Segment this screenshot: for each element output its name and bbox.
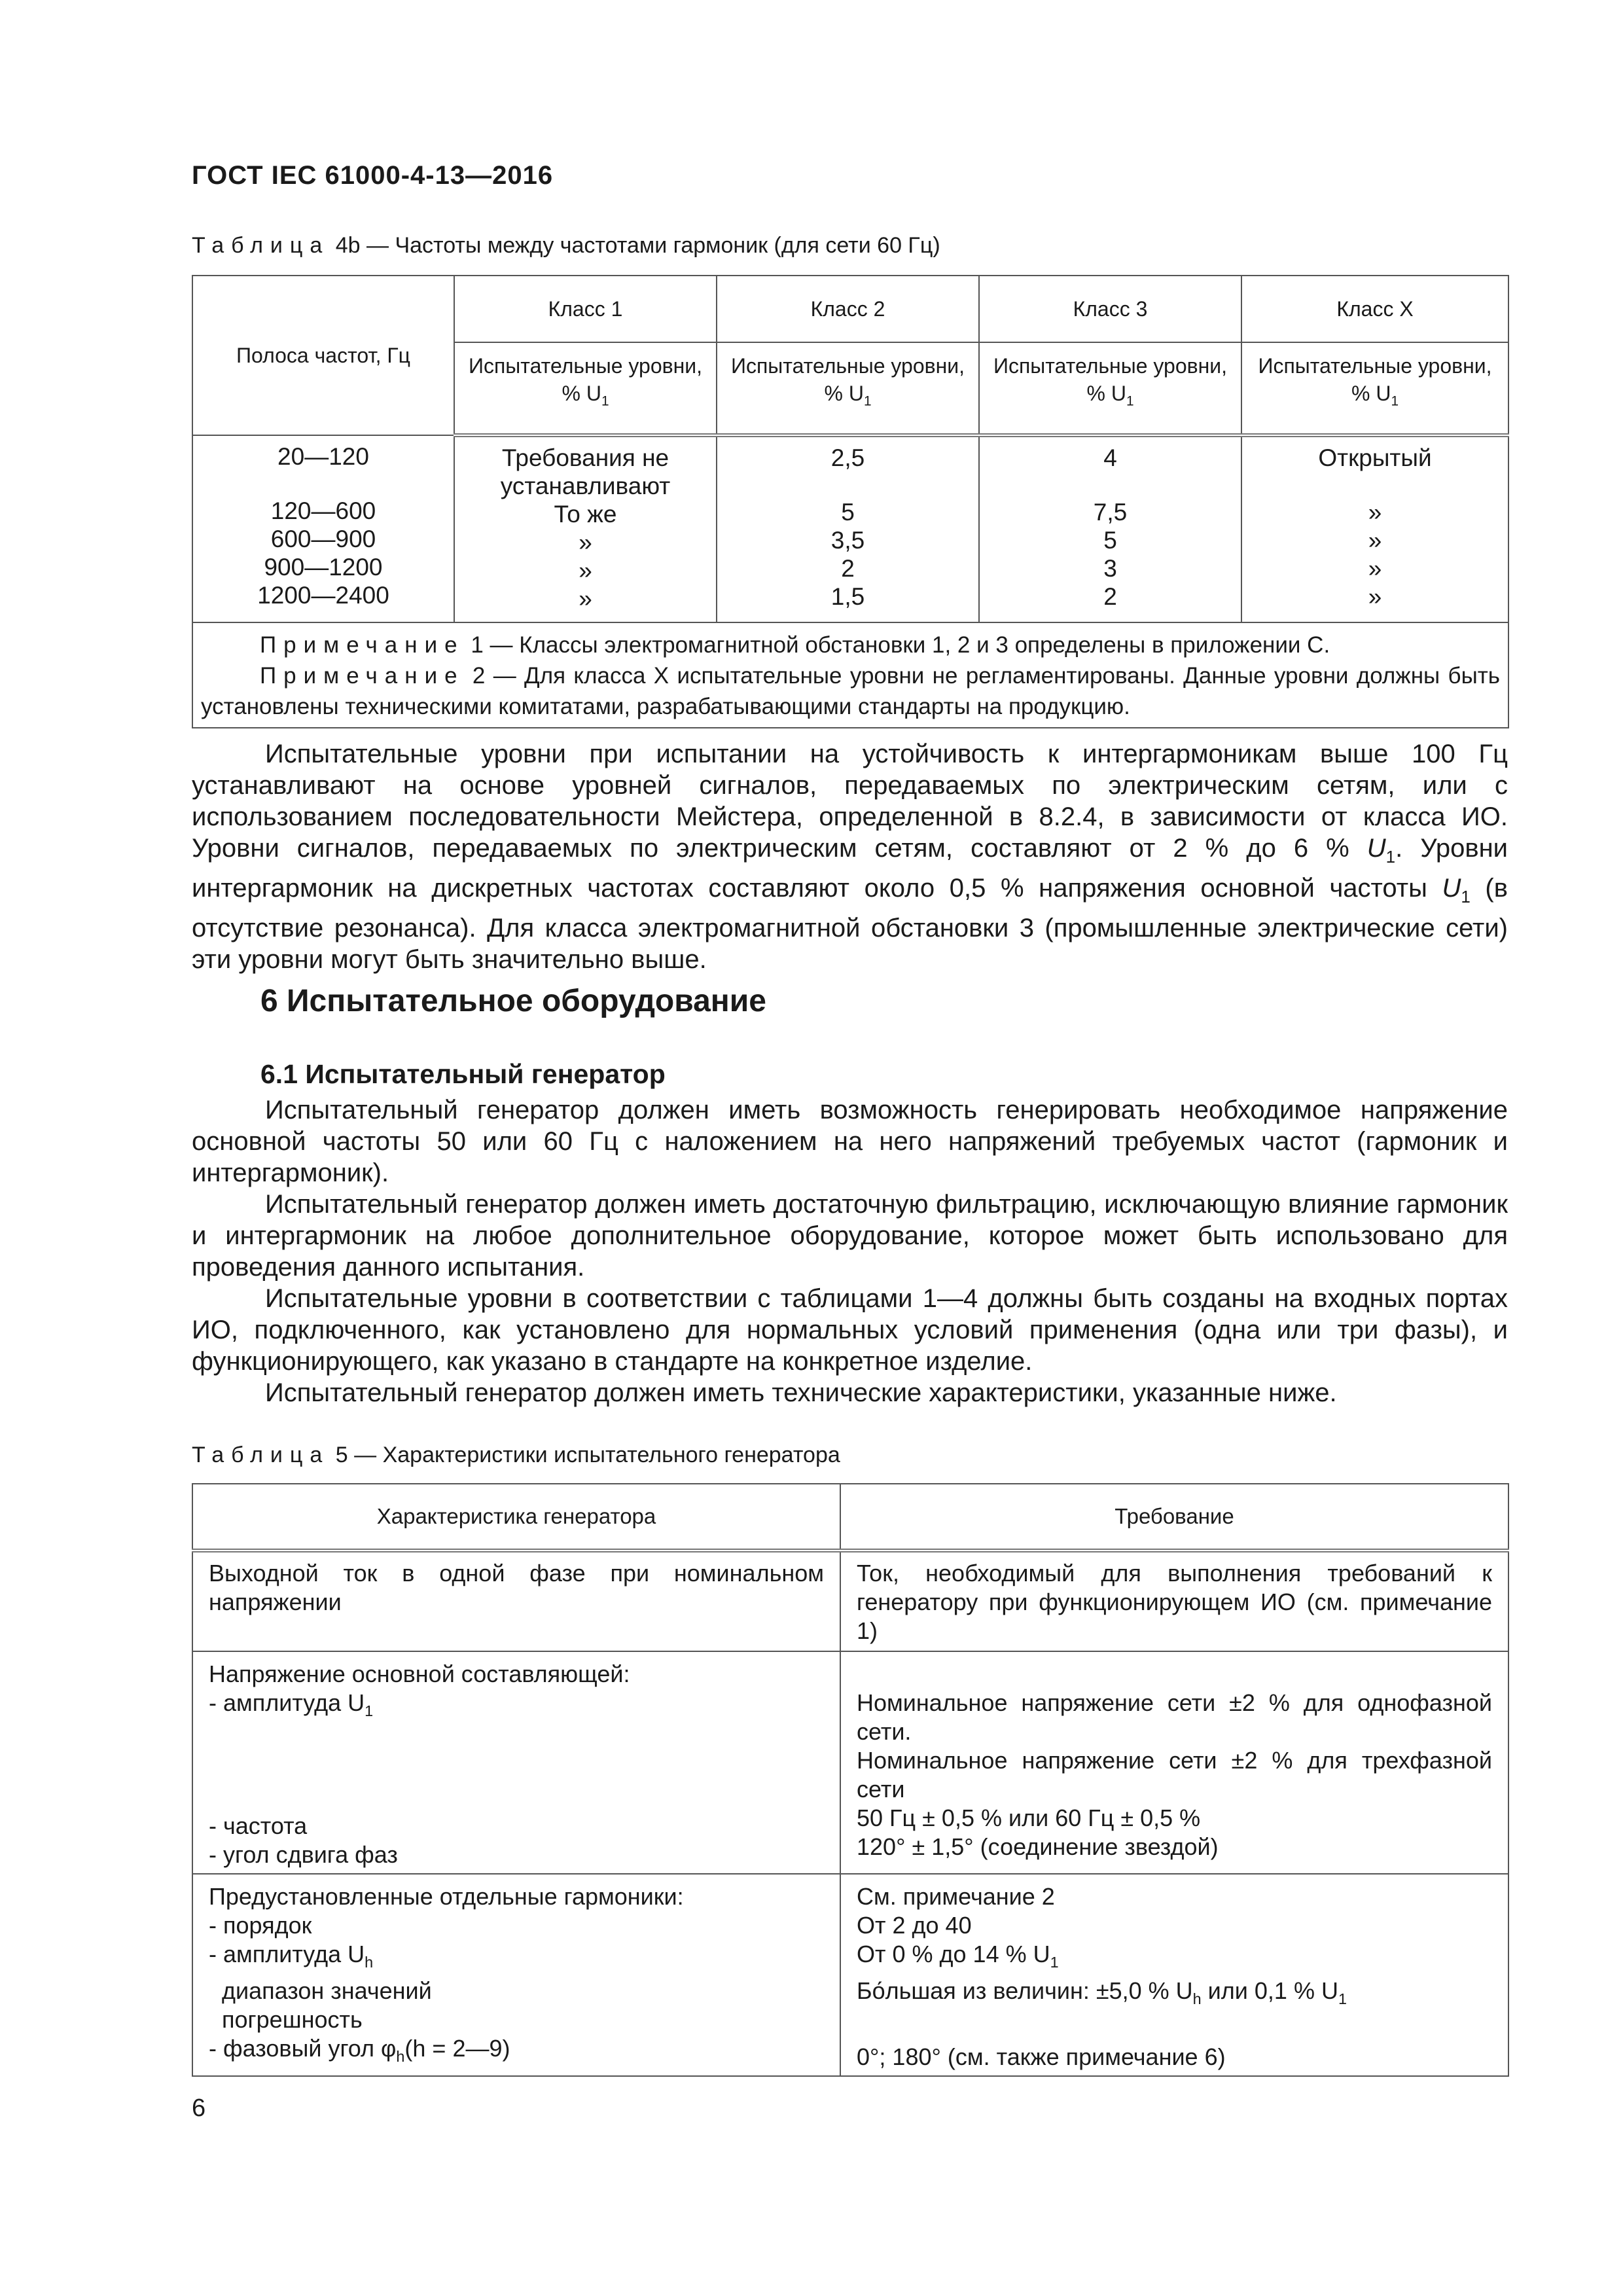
var-u: U (1442, 874, 1461, 903)
level-label: Испытательные уровни, (730, 354, 965, 378)
band-header-cell (192, 276, 454, 435)
class-1-level-header (454, 342, 717, 435)
unit-label: % U (1351, 382, 1391, 405)
table-cell-line: - порядок (209, 1912, 312, 1939)
section-6-1-heading: 6.1 Испытательный генератор (260, 1059, 666, 1089)
class-3-header (979, 276, 1241, 342)
table-cell: 2 (1103, 583, 1117, 610)
table-5-r2c2 (840, 1651, 1508, 1874)
paragraph: Испытательный генератор должен иметь технические характеристики, указанные ниже. (265, 1378, 1337, 1407)
table-cell: 2,5 (830, 444, 865, 471)
class-2-label: Класс 2 (810, 297, 885, 321)
class-2-values (717, 435, 979, 622)
var-u-sub: 1 (1461, 887, 1471, 907)
table-5-caption-text: 5 — Характеристики испытательного генератора (335, 1443, 840, 1467)
table-4b-caption-word: Таблица (192, 233, 330, 258)
class-3-values (979, 435, 1241, 622)
table-4b (192, 275, 1509, 728)
class-3-level-header (979, 342, 1241, 435)
table-cell-line: Номинальное напряжение сети ±2 % для однофазной сети. (857, 1689, 1492, 1745)
table-cell: 120—600 (270, 497, 376, 524)
table-5-header-1 (192, 1484, 840, 1551)
level-label: Испытательные уровни, (468, 354, 703, 378)
table-cell-line: - фазовый угол φ (209, 2035, 397, 2062)
table-cell-line: диапазон значений (222, 1977, 432, 2005)
unit-sub: 1 (601, 393, 609, 409)
table-cell: 600—900 (270, 526, 376, 552)
band-values (192, 435, 454, 622)
table-cell-line: Предустановленные отдельные гармоники: (209, 1883, 684, 1910)
subscript: 1 (1338, 1990, 1347, 2008)
class-x-level-header (1241, 342, 1508, 435)
section-6-1-body (192, 1094, 1508, 1408)
table-cell: То же (554, 501, 617, 528)
table-5 (192, 1483, 1509, 2077)
level-label: Испытательные уровни, (1258, 354, 1492, 378)
table-5-r3c1 (192, 1874, 840, 2075)
header-label: Требование (1115, 1504, 1234, 1528)
var-u-sub: 1 (1385, 847, 1396, 867)
table-4b-caption-text: 4b — Частоты между частотами гармоник (для сети 60 Гц) (335, 233, 940, 258)
paragraph: Испытательный генератор должен иметь возможность генерировать необходимое напряжение основной частоты 50 или 60 Гц с наложением на него напряжений требуемых частот (гармоник и интергармоник). (192, 1096, 1508, 1187)
note-1 (201, 630, 1500, 660)
class-2-level-header (717, 342, 979, 435)
table-cell: 900—1200 (264, 554, 383, 581)
table-cell: 3 (1103, 555, 1117, 582)
paragraph: Испытательные уровни в соответствии с таблицами 1—4 должны быть созданы на входных портах ИО, подключенного, как установлено для нормальных условий применения (одна или три фазы), и функционирующего, как указано в стандарте на конкретное изделие. (192, 1284, 1508, 1376)
table-5-r2c1 (192, 1651, 840, 1874)
unit-sub: 1 (1126, 393, 1134, 409)
table-cell: » (1368, 583, 1382, 610)
table-4b-caption (192, 233, 940, 259)
table-cell-line: (h = 2—9) (404, 2035, 510, 2062)
table-cell: 1200—2400 (257, 582, 389, 609)
table-cell: 20—120 (277, 443, 369, 470)
class-2-header (717, 276, 979, 342)
table-cell-line: Напряжение основной составляющей: (209, 1660, 630, 1687)
paragraph-interharmonics (192, 738, 1508, 975)
table-cell: Выходной ток в одной фазе при номинальном напряжении (209, 1560, 824, 1615)
unit-label: % U (562, 382, 601, 405)
var-u: U (1366, 834, 1386, 863)
class-1-header (454, 276, 717, 342)
table-cell-line: Бо́льшая из величин: ±5,0 % U (857, 1977, 1193, 2005)
note-2-text: 2 — Для класса X испытательные уровни не регламентированы. Данные уровни должны быть установлены техническими комитатами, разрабатывающими стандарты на продукцию. (201, 663, 1500, 719)
note-2 (201, 660, 1500, 722)
para1-part2: . Уровни интергармоник на дискретных частотах составляют около 0,5 % напряжения основной частоты (192, 834, 1508, 903)
table-5-r3c2 (840, 1874, 1508, 2075)
unit-label: % U (824, 382, 864, 405)
table-cell: » (1368, 527, 1382, 554)
para1-part3: (в отсутствие резонанса). Для класса электромагнитной обстановки 3 (промышленные электрические сети) эти уровни могут быть значительно выше. (192, 874, 1508, 975)
para1-part1: Испытательные уровни при испытании на устойчивость к интергармоникам выше 100 Гц устанавливают на основе уровней сигналов, передаваемых по электрическим сетям, или с использованием последовательности Мейстера, определенной в 8.2.4, в зависимости от класса ИО. Уровни сигналов, передаваемых по электрическим сетям, составляют от 2 % до 6 % (192, 740, 1508, 863)
table-cell: » (1368, 555, 1382, 582)
subscript: h (1192, 1990, 1202, 2008)
table-cell: устанавливают (500, 473, 671, 499)
table-cell-line: 50 Гц ± 0,5 % или 60 Гц ± 0,5 % (857, 1804, 1201, 1831)
class-x-label: Класс X (1336, 297, 1414, 321)
subscript: h (396, 2048, 405, 2066)
table-5-caption (192, 1443, 840, 1468)
table-cell: Ток, необходимый для выполнения требований к генератору при функционирующем ИО (см. примечание 1) (857, 1560, 1492, 1644)
section-6-heading: 6 Испытательное оборудование (260, 984, 766, 1018)
band-header: Полоса частот, Гц (236, 344, 410, 367)
table-cell: 3,5 (830, 527, 865, 554)
page-number: 6 (192, 2094, 206, 2122)
table-5-r1c1 (192, 1551, 840, 1651)
table-cell: 4 (1103, 444, 1117, 471)
table-cell: 7,5 (1093, 499, 1128, 526)
table-cell: 2 (841, 555, 855, 582)
class-3-label: Класс 3 (1073, 297, 1148, 321)
table-cell-line: - частота (209, 1812, 308, 1840)
table-4b-notes (192, 622, 1508, 728)
table-cell-line: - угол сдвига фаз (209, 1841, 398, 1869)
note-1-label: Примечание (260, 632, 465, 658)
note-2-label: Примечание (260, 663, 465, 689)
table-cell-line: погрешность (222, 2006, 363, 2034)
table-5-header-2 (840, 1484, 1508, 1551)
paragraph: Испытательный генератор должен иметь достаточную фильтрацию, исключающую влияние гармоник и интергармоник на любое дополнительное оборудование, которое может быть использовано для проведения данного испытания. (192, 1190, 1508, 1282)
header-label: Характеристика генератора (376, 1504, 656, 1528)
table-cell-line: См. примечание 2 (857, 1883, 1055, 1910)
table-cell: 5 (1103, 527, 1117, 554)
table-cell-line: или 0,1 % U (1201, 1977, 1338, 2005)
table-cell-line: - амплитуда U (209, 1689, 365, 1716)
table-cell-line: 0°; 180° (см. также примечание 6) (857, 2043, 1226, 2070)
subscript: h (365, 1954, 374, 1971)
table-5-caption-word: Таблица (192, 1443, 330, 1467)
table-cell: 5 (841, 499, 855, 526)
document-header: ГОСТ IEC 61000-4-13—2016 (192, 161, 554, 190)
table-cell: 1,5 (830, 583, 865, 610)
table-cell-line: 120° ± 1,5° (соединение звездой) (857, 1833, 1219, 1860)
table-cell: » (1368, 499, 1382, 526)
table-cell: » (579, 585, 592, 612)
level-label: Испытательные уровни, (993, 354, 1228, 378)
unit-sub: 1 (863, 393, 872, 409)
table-cell: Требования не (501, 444, 669, 471)
table-cell-line: - амплитуда U (209, 1941, 365, 1968)
class-x-header (1241, 276, 1508, 342)
class-1-values (454, 435, 717, 622)
note-1-text: 1 — Классы электромагнитной обстановки 1, 2 и 3 определены в приложении С. (471, 632, 1330, 658)
table-cell-line: От 2 до 40 (857, 1912, 972, 1939)
unit-sub: 1 (1391, 393, 1399, 409)
table-cell-line: От 0 % до 14 % U (857, 1941, 1050, 1968)
subscript: 1 (365, 1702, 374, 1720)
table-cell: Открытый (1318, 444, 1432, 471)
table-cell: » (579, 557, 592, 584)
table-cell: » (579, 529, 592, 556)
table-cell-line: Номинальное напряжение сети ±2 % для трехфазной сети (857, 1747, 1492, 1803)
class-1-label: Класс 1 (548, 297, 623, 321)
table-5-r1c2 (840, 1551, 1508, 1651)
unit-label: % U (1086, 382, 1126, 405)
class-x-values (1241, 435, 1508, 622)
subscript: 1 (1050, 1954, 1059, 1971)
